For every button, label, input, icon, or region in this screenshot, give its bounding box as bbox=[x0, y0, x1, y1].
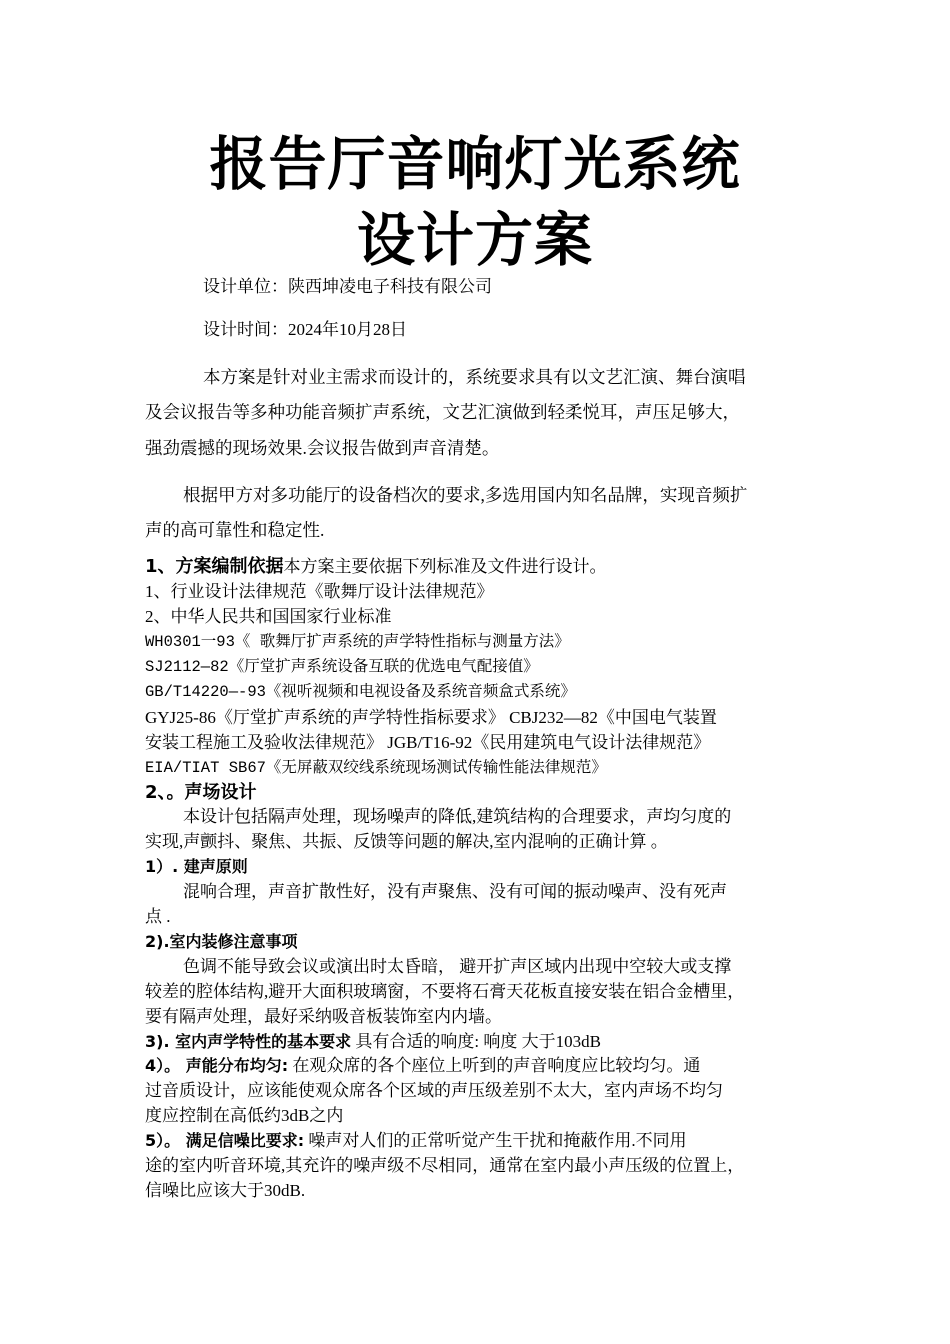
document-title-line1: 报告厅音响灯光系统 bbox=[209, 130, 741, 198]
standard-item: WH0301一93《 歌舞厅扩声系统的声学特性指标与测量方法》 bbox=[145, 633, 570, 651]
subsection-3-heading: 3). 室内声学特性的基本要求 bbox=[145, 1032, 352, 1051]
subsection-4-heading: 4）。 声能分布均匀: bbox=[145, 1056, 289, 1075]
subsection-1-line: 点 . bbox=[145, 907, 171, 926]
subsection-2-line: 较差的腔体结构,避开大面积玻璃窗，不要将石膏天花板直接安装在铝合金槽里， bbox=[145, 982, 745, 1001]
subsection-5-line: 信噪比应该大于30dB. bbox=[145, 1181, 306, 1200]
subsection-4-line bbox=[145, 1055, 700, 1077]
section-2-paragraph-line: 本设计包括隔声处理，现场噪声的降低,建筑结构的合理要求，声均匀度的 bbox=[183, 807, 732, 826]
intro-paragraph-line: 根据甲方对多功能厅的设备档次的要求,多选用国内知名品牌，实现音频扩 bbox=[183, 485, 748, 505]
intro-paragraph-line: 本方案是针对业主需求而设计的，系统要求具有以文艺汇演、舞台演唱 bbox=[203, 367, 746, 387]
document-title-line2: 设计方案 bbox=[356, 206, 593, 274]
subsection-4-tail: 在观众席的各个座位上听到的声音响度应比较均匀。通 bbox=[288, 1056, 701, 1075]
list-item: 1、行业设计法律规范《歌舞厅设计法律规范》 bbox=[145, 582, 494, 601]
section-2-heading: 2、。声场设计 bbox=[145, 782, 257, 803]
standard-item: GB/T14220—-93《视听视频和电视设备及系统音频盒式系统》 bbox=[145, 683, 576, 701]
subsection-3-tail: 具有合适的响度: 响度 大于103dB bbox=[351, 1032, 601, 1051]
subsection-1-heading: 1）. 建声原则 bbox=[145, 857, 248, 876]
subsection-5-line: 途的室内听音环境,其充许的噪声级不尽相同，通常在室内最小声压级的位置上， bbox=[145, 1156, 745, 1175]
section-1-heading-tail: 本方案主要依据下列标准及文件进行设计。 bbox=[283, 557, 607, 576]
subsection-4-line: 过音质设计，应该能使观众席各个区域的声压级差别不太大，室内声场不均匀 bbox=[145, 1081, 723, 1100]
subsection-5-line bbox=[145, 1130, 687, 1152]
standard-item: EIA/TIAT SB67《无屏蔽双绞线系统现场测试传输性能法律规范》 bbox=[145, 759, 607, 777]
intro-paragraph-line: 声的高可靠性和稳定性. bbox=[145, 520, 325, 540]
subsection-3-line bbox=[145, 1031, 601, 1053]
section-2-paragraph-line: 实现,声颤抖、聚焦、共振、反馈等问题的解决,室内混响的正确计算 。 bbox=[145, 832, 668, 851]
subsection-2-line: 色调不能导致会议或演出时太昏暗， 避开扩声区域内出现中空较大或支撑 bbox=[183, 957, 732, 976]
intro-paragraph-line: 及会议报告等多种功能音频扩声系统，文艺汇演做到轻柔悦耳，声压足够大， bbox=[145, 402, 740, 422]
standard-item: 安装工程施工及验收法律规范》 JGB/T16-92《民用建筑电气设计法律规范》 bbox=[145, 733, 711, 752]
subsection-1-line: 混响合理，声音扩散性好，没有声聚焦、没有可闻的振动噪声、没有死声 bbox=[183, 882, 727, 901]
section-1-heading-line bbox=[145, 556, 607, 578]
subsection-5-heading: 5）。 满足信噪比要求: bbox=[145, 1131, 305, 1150]
standard-item: GYJ25-86《厅堂扩声系统的声学特性指标要求》 CBJ232—82《中国电气装置 bbox=[145, 708, 717, 727]
subsection-4-line: 度应控制在高低约3dB之内 bbox=[145, 1106, 344, 1125]
subsection-2-line: 要有隔声处理，最好采纳吸音板装饰室内内墙。 bbox=[145, 1007, 502, 1026]
subsection-2-heading: 2).室内装修注意事项 bbox=[145, 932, 298, 951]
section-1-heading: 1、方案编制依据 bbox=[145, 556, 284, 577]
subsection-5-tail: 噪声对人们的正常听觉产生干扰和掩蔽作用.不同用 bbox=[304, 1131, 687, 1150]
list-item: 2、中华人民共和国国家行业标准 bbox=[145, 607, 392, 626]
intro-paragraph-line: 强劲震撼的现场效果.会议报告做到声音清楚。 bbox=[145, 438, 500, 458]
standard-item: SJ2112—82《厅堂扩声系统设备互联的优选电气配接值》 bbox=[145, 658, 539, 676]
design-time: 设计时间：2024年10月28日 bbox=[203, 320, 407, 339]
design-unit: 设计单位：陕西坤凌电子科技有限公司 bbox=[203, 277, 492, 296]
